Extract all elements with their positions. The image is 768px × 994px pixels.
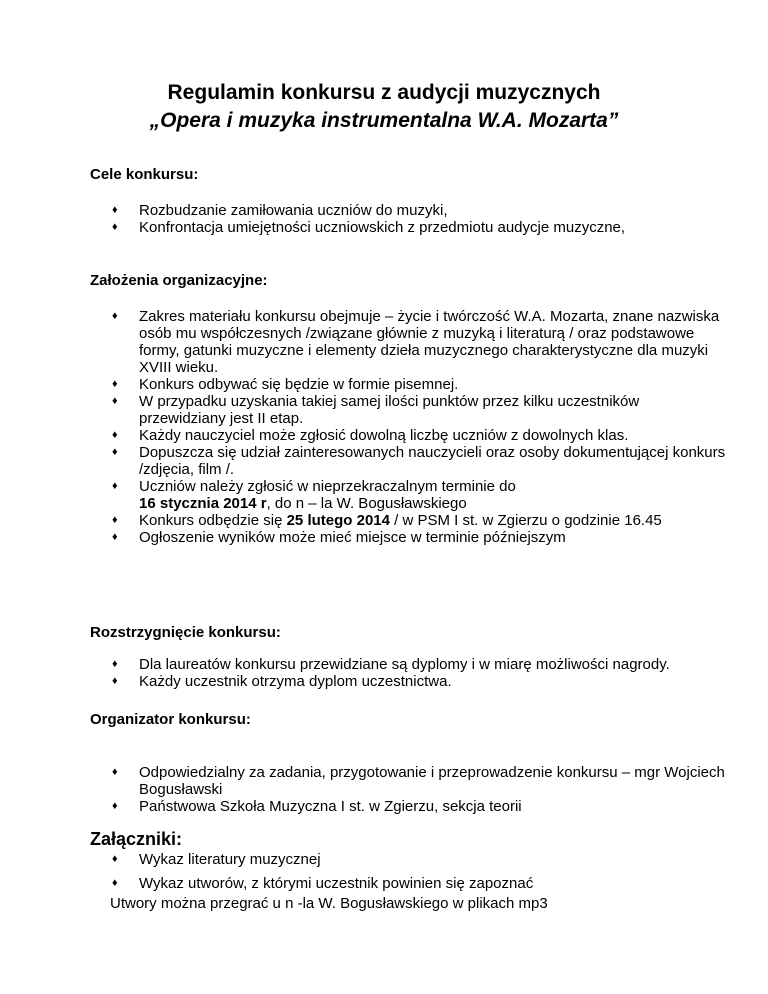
list-item: ♦ Uczniów należy zgłosić w nieprzekraczalnym terminie do 16 stycznia 2014 r, do n – la W. Bogusławskiego bbox=[112, 478, 516, 512]
contest-date: 25 lutego 2014 bbox=[286, 512, 390, 529]
list-item: ♦ Dopuszcza się udział zainteresowanych nauczycieli oraz osoby dokumentującej konkurs /zdjęcia, film /. bbox=[112, 444, 726, 478]
list-item: ♦ Konkurs odbędzie się 25 lutego 2014 / w PSM I st. w Zgierzu o godzinie 16.45 bbox=[112, 512, 662, 529]
deadline-date: 16 stycznia 2014 r bbox=[139, 495, 267, 512]
section-heading-rozstrzygniecie: Rozstrzygnięcie konkursu: bbox=[90, 624, 281, 641]
list-organizator bbox=[0, 764, 729, 815]
diamond-bullet-icon: ♦ bbox=[112, 395, 118, 407]
diamond-bullet-icon: ♦ bbox=[112, 221, 118, 233]
list-item: ♦ Wykaz literatury muzycznej bbox=[112, 851, 321, 868]
diamond-bullet-icon: ♦ bbox=[112, 446, 118, 458]
list-item: ♦ Państwowa Szkoła Muzyczna I st. w Zgierzu, sekcja teorii bbox=[112, 798, 522, 815]
list-item: ♦ Zakres materiału konkursu obejmuje – życie i twórczość W.A. Mozarta, znane nazwiska osób mu współczesnych /związane głównie z muzyką i literaturą / oraz podstawowe formy, gatunki muzyczne i elementy dzieła muzycznego charakterystyczne dla muzyki XVIII wieku. bbox=[112, 308, 720, 376]
list-rozstrzygniecie bbox=[0, 656, 749, 690]
diamond-bullet-icon: ♦ bbox=[112, 429, 118, 441]
list-item: ♦ Dla laureatów konkursu przewidziane są dyplomy i w miarę możliwości nagrody. bbox=[112, 656, 670, 673]
attachments-note: Utwory można przegrać u n -la W. Bogusławskiego w plikach mp3 bbox=[110, 895, 548, 912]
diamond-bullet-icon: ♦ bbox=[112, 658, 118, 670]
diamond-bullet-icon: ♦ bbox=[112, 310, 118, 322]
diamond-bullet-icon: ♦ bbox=[112, 800, 118, 812]
list-item: ♦ Konfrontacja umiejętności uczniowskich z przedmiotu audycje muzyczne, bbox=[112, 219, 626, 236]
list-zalaczniki bbox=[0, 851, 729, 899]
diamond-bullet-icon: ♦ bbox=[112, 204, 118, 216]
list-item: ♦ Każdy uczestnik otrzyma dyplom uczestnictwa. bbox=[112, 673, 452, 690]
section-heading-cele: Cele konkursu: bbox=[90, 166, 199, 183]
diamond-bullet-icon: ♦ bbox=[112, 675, 118, 687]
diamond-bullet-icon: ♦ bbox=[112, 514, 118, 526]
section-heading-zalozenia: Założenia organizacyjne: bbox=[90, 272, 268, 289]
diamond-bullet-icon: ♦ bbox=[112, 480, 118, 492]
diamond-bullet-icon: ♦ bbox=[112, 853, 118, 865]
list-cele bbox=[0, 202, 729, 236]
list-item: ♦ Wykaz utworów, z którymi uczestnik powinien się zapoznać bbox=[112, 875, 534, 892]
section-heading-organizator: Organizator konkursu: bbox=[90, 711, 251, 728]
document-title: Regulamin konkursu z audycji muzycznych bbox=[167, 81, 601, 104]
list-item: ♦ Każdy nauczyciel może zgłosić dowolną liczbę uczniów z dowolnych klas. bbox=[112, 427, 629, 444]
list-item: ♦ W przypadku uzyskania takiej samej ilości punktów przez kilku uczestników przewidziany jest II etap. bbox=[112, 393, 640, 427]
diamond-bullet-icon: ♦ bbox=[112, 378, 118, 390]
list-item: ♦ Rozbudzanie zamiłowania uczniów do muzyki, bbox=[112, 202, 448, 219]
diamond-bullet-icon: ♦ bbox=[112, 531, 118, 543]
list-item: ♦ Odpowiedzialny za zadania, przygotowanie i przeprowadzenie konkursu – mgr Wojciech Bogusławski bbox=[112, 764, 725, 798]
diamond-bullet-icon: ♦ bbox=[112, 766, 118, 778]
list-item: ♦ Ogłoszenie wyników może mieć miejsce w terminie późniejszym bbox=[112, 529, 566, 546]
section-heading-zalaczniki: Załączniki: bbox=[90, 829, 183, 849]
list-item: ♦ Konkurs odbywać się będzie w formie pisemnej. bbox=[112, 376, 459, 393]
list-zalozenia bbox=[0, 308, 729, 546]
document-subtitle: „Opera i muzyka instrumentalna W.A. Mozarta” bbox=[149, 109, 619, 132]
diamond-bullet-icon: ♦ bbox=[112, 877, 118, 889]
